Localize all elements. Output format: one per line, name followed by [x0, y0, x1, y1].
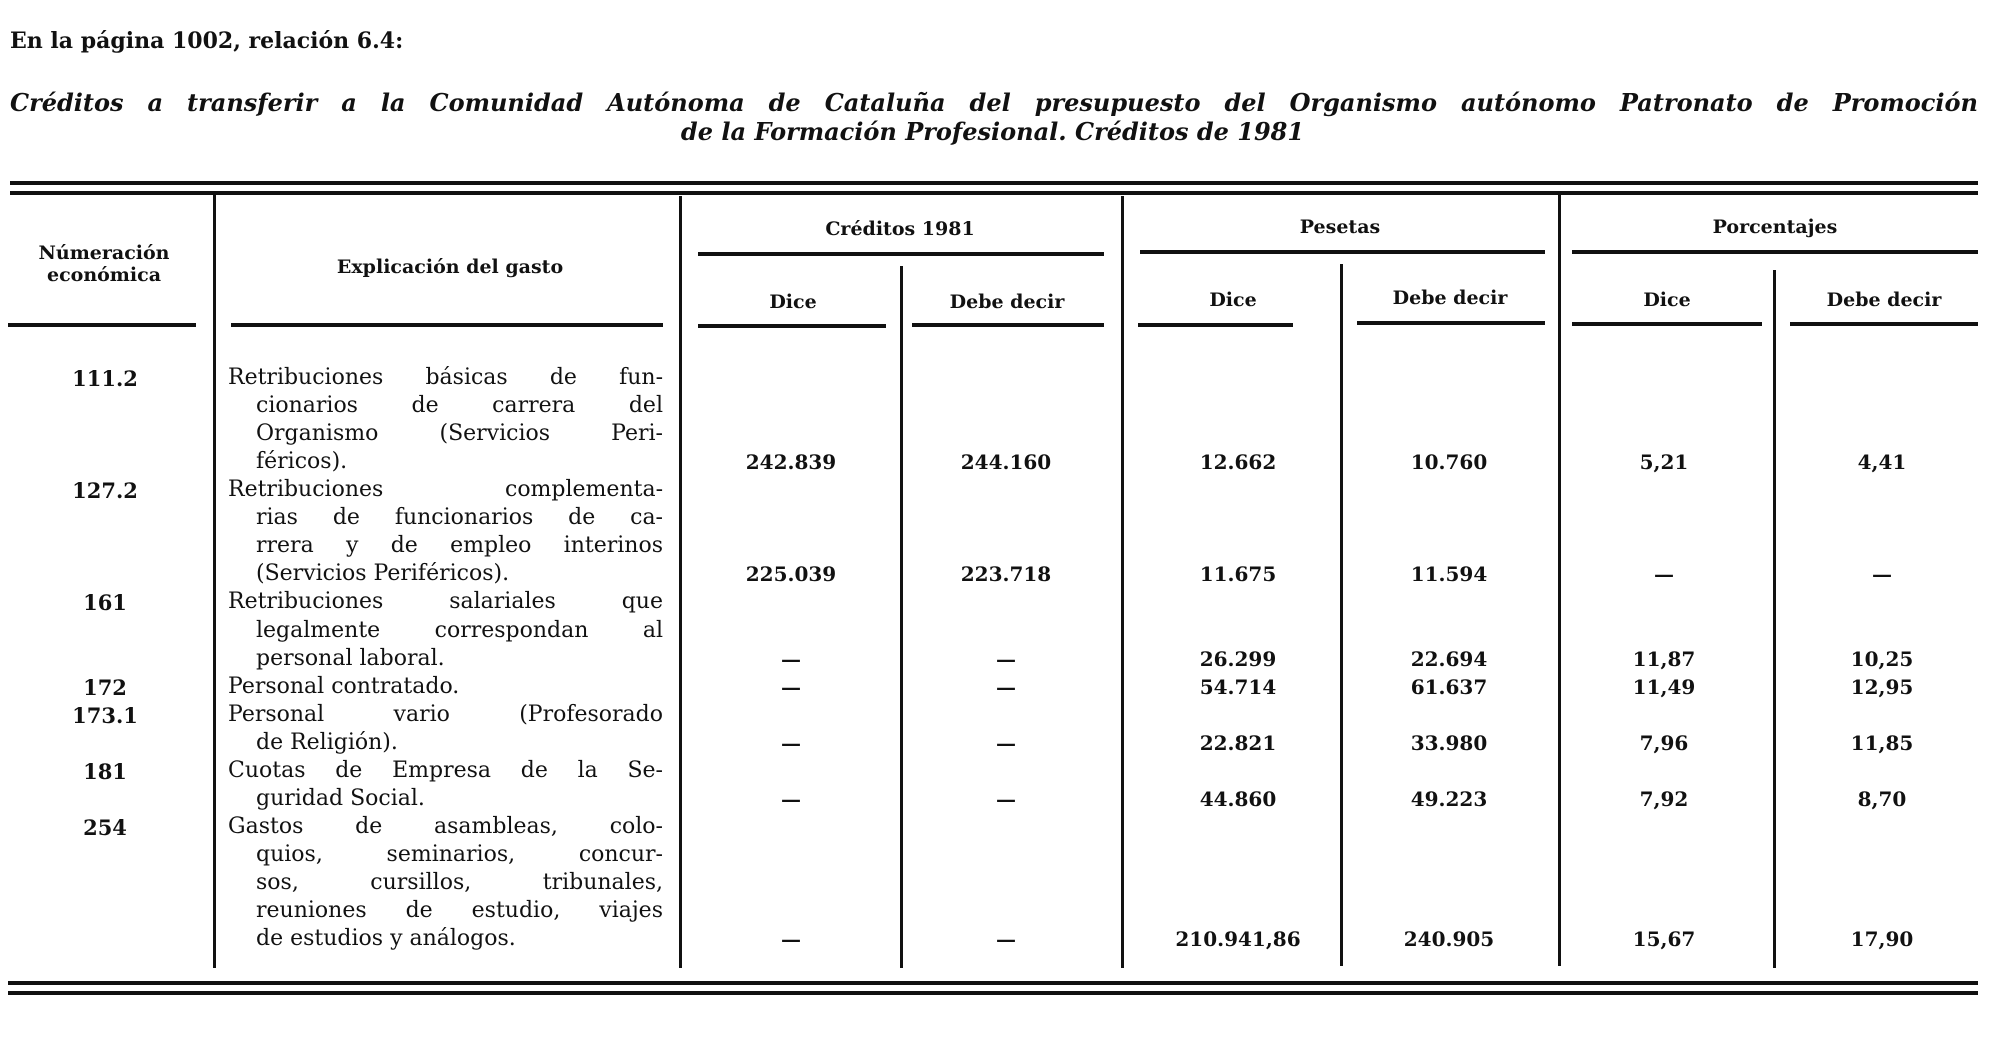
- row-description-line: quios, seminarios, concur-: [256, 842, 663, 868]
- row-description-line: reuniones de estudio, viajes: [256, 898, 663, 924]
- header-porcentajes: Porcentajes: [1712, 216, 1838, 238]
- row-description-line: sos, cursillos, tribunales,: [256, 870, 663, 896]
- header-rule: [1138, 323, 1293, 327]
- header-creditos: Créditos 1981: [825, 218, 975, 240]
- header-rule: [8, 323, 196, 327]
- row-value: 12.662: [1199, 450, 1277, 475]
- row-value: 7,96: [1639, 730, 1689, 755]
- header-rule: [698, 324, 886, 328]
- header-explicacion: Explicación del gasto: [336, 256, 564, 278]
- column-divider: [1558, 192, 1561, 966]
- row-value: 61.637: [1410, 674, 1488, 699]
- bottom-rule: [8, 991, 1978, 995]
- row-description-line: rias de funcionarios de ca-: [256, 505, 663, 531]
- row-code: 173.1: [72, 702, 138, 728]
- row-code: 127.2: [72, 478, 138, 504]
- row-value: —: [781, 786, 801, 811]
- row-description-line: Gastos de asambleas, colo-: [228, 813, 663, 839]
- header-rule: [231, 323, 663, 327]
- header-rule: [1572, 322, 1762, 326]
- header-pesetas-debe-decir: Debe decir: [1392, 287, 1508, 309]
- header-creditos-dice: Dice: [769, 291, 817, 313]
- top-rule: [10, 181, 1978, 185]
- row-value: —: [781, 646, 801, 671]
- row-value: —: [996, 786, 1016, 811]
- row-value: 7,92: [1639, 786, 1689, 811]
- top-rule: [10, 191, 1978, 195]
- header-numeracion: Númeración económica: [38, 242, 170, 286]
- column-divider: [213, 192, 216, 968]
- row-description-line: legalmente correspondan al: [256, 617, 663, 643]
- header-creditos-debe-decir: Debe decir: [949, 291, 1065, 313]
- row-value: 22.821: [1199, 730, 1277, 755]
- row-value: 244.160: [960, 450, 1052, 475]
- header-porcentajes-dice: Dice: [1643, 289, 1691, 311]
- row-value: 8,70: [1857, 786, 1907, 811]
- row-description-line: personal laboral.: [256, 645, 445, 671]
- row-value: 4,41: [1857, 450, 1907, 475]
- row-value: 17,90: [1850, 927, 1914, 952]
- row-value: 15,67: [1632, 927, 1696, 952]
- column-divider: [1773, 270, 1776, 968]
- row-description-line: Retribuciones básicas de fun-: [228, 365, 663, 390]
- row-code: 254: [83, 814, 127, 840]
- row-description-line: Retribuciones salariales que: [228, 589, 663, 615]
- column-divider: [1121, 196, 1124, 968]
- column-divider: [679, 196, 682, 968]
- header-porcentajes-debe-decir: Debe decir: [1826, 289, 1942, 311]
- row-value: —: [996, 730, 1016, 755]
- row-value: 10,25: [1850, 646, 1914, 671]
- row-value: 225.039: [745, 562, 837, 587]
- row-code: 111.2: [72, 366, 138, 391]
- column-divider: [900, 266, 903, 968]
- row-description-line: de Religión).: [256, 729, 398, 755]
- row-description-line: (Servicios Periféricos).: [256, 561, 510, 587]
- row-value: 22.694: [1410, 646, 1488, 671]
- intro-text: En la página 1002, relación 6.4:: [10, 28, 404, 54]
- row-value: 11.594: [1410, 562, 1488, 587]
- row-description-line: Retribuciones complementa-: [228, 477, 663, 503]
- row-value: 49.223: [1410, 786, 1488, 811]
- row-description-line: cionarios de carrera del: [256, 393, 663, 419]
- table-title-line-1: Créditos a transferir a la Comunidad Autónoma de Cataluña del presupuesto del Organismo autónomo Patronato de Promoción: [10, 88, 1978, 117]
- row-description-line: guridad Social.: [256, 785, 425, 811]
- row-value: 11,87: [1632, 646, 1696, 671]
- row-value: —: [1654, 562, 1674, 587]
- row-code: 161: [83, 590, 127, 616]
- row-value: 11,85: [1850, 730, 1914, 755]
- row-description-line: de estudios y análogos.: [256, 926, 516, 952]
- row-value: 223.718: [960, 562, 1052, 587]
- header-rule: [698, 252, 1104, 256]
- row-value: 10.760: [1410, 450, 1488, 475]
- row-value: —: [1872, 562, 1892, 587]
- row-value: 210.941,86: [1175, 927, 1301, 952]
- row-value: —: [781, 927, 801, 952]
- row-value: 54.714: [1199, 674, 1277, 699]
- row-value: 11.675: [1199, 562, 1277, 587]
- header-rule: [1572, 250, 1978, 254]
- row-code: 181: [83, 758, 127, 784]
- header-pesetas-dice: Dice: [1209, 289, 1257, 311]
- row-value: 11,49: [1632, 674, 1696, 699]
- row-value: 5,21: [1639, 450, 1689, 475]
- header-pesetas: Pesetas: [1299, 216, 1381, 238]
- header-rule: [912, 323, 1104, 327]
- row-value: 44.860: [1199, 786, 1277, 811]
- row-value: —: [996, 927, 1016, 952]
- row-value: —: [781, 730, 801, 755]
- row-description-line: rrera y de empleo interinos: [256, 533, 663, 559]
- header-rule: [1790, 322, 1978, 326]
- row-description-line: Organismo (Servicios Peri-: [256, 421, 663, 447]
- row-description-line: Personal vario (Profesorado: [228, 701, 663, 727]
- row-code: 172: [83, 674, 127, 700]
- row-value: —: [996, 674, 1016, 699]
- row-value: —: [781, 674, 801, 699]
- row-description-line: féricos).: [256, 449, 348, 475]
- row-value: 242.839: [745, 450, 837, 475]
- row-value: 240.905: [1403, 927, 1495, 952]
- header-rule: [1357, 321, 1545, 325]
- row-value: —: [996, 646, 1016, 671]
- row-value: 12,95: [1850, 674, 1914, 699]
- row-description-line: Cuotas de Empresa de la Se-: [228, 757, 663, 783]
- row-value: 26.299: [1199, 646, 1277, 671]
- column-divider: [1340, 264, 1343, 966]
- row-description-line: Personal contratado.: [228, 673, 460, 699]
- bottom-rule: [8, 981, 1978, 985]
- header-rule: [1140, 250, 1545, 254]
- table-title-line-2: de la Formación Profesional. Créditos de 1981: [680, 117, 1305, 146]
- row-value: 33.980: [1410, 730, 1488, 755]
